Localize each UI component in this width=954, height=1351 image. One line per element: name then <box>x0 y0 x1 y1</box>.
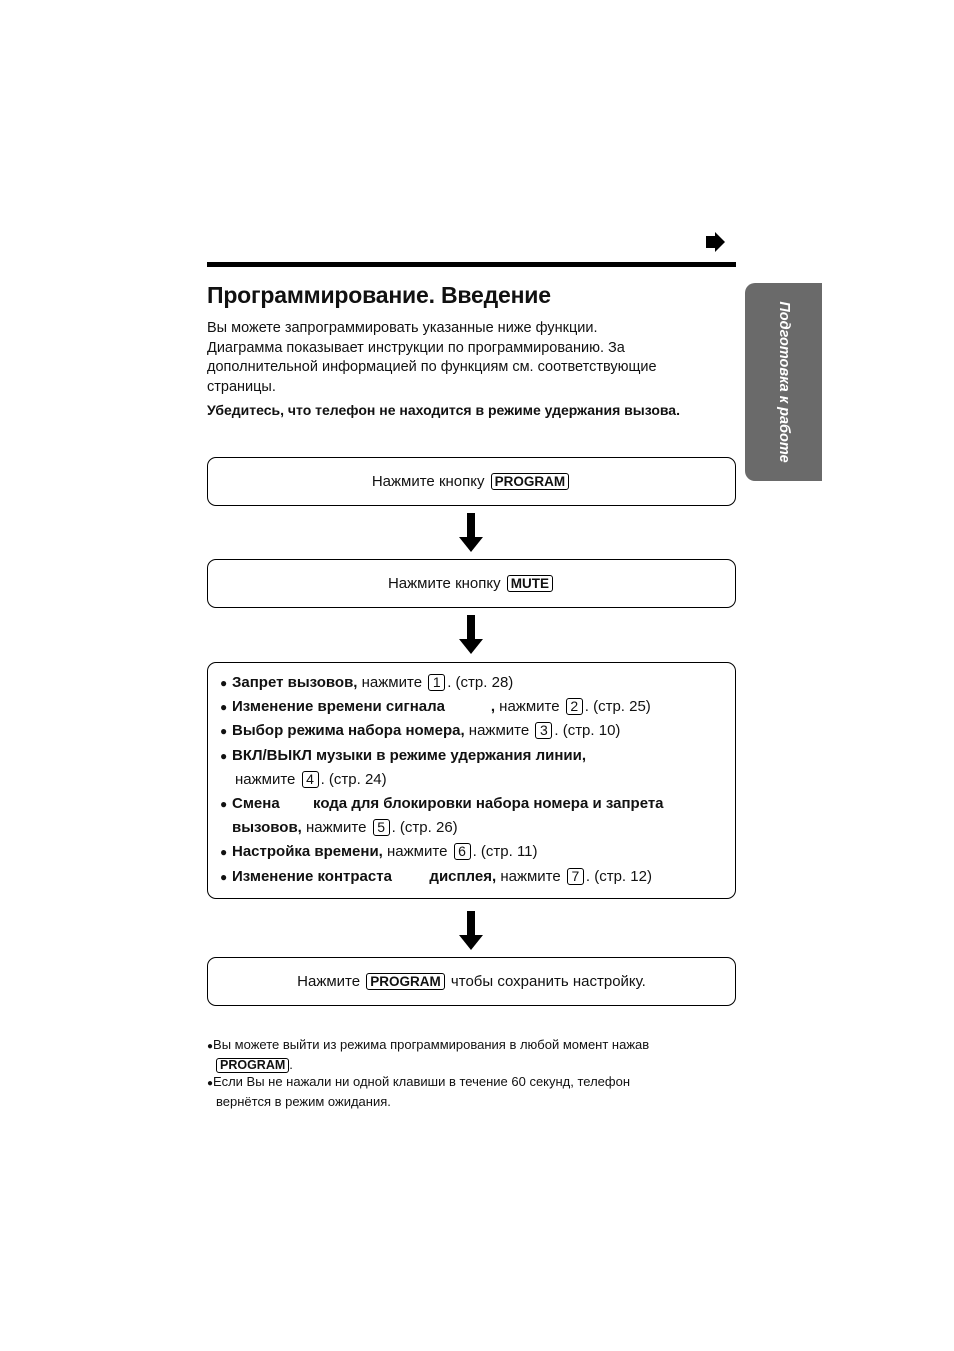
note-item: ●Если Вы не нажали ни одной клавиши в течение 60 секунд, телефон <box>207 1074 631 1089</box>
option-item: ● Изменение контраста дисплея, нажмите 7 . (стр. 12) <box>220 867 652 885</box>
arrow-down-icon <box>457 615 485 654</box>
side-tab-label: Подготовка к работе <box>775 301 792 463</box>
option-item: ● Выбор режима набора номера, нажмите 3 . (стр. 10) <box>220 722 621 740</box>
option-press: нажмите <box>495 698 564 716</box>
arrow-down-icon <box>457 911 485 950</box>
flow-step-mute <box>207 559 736 608</box>
flow-step-save <box>207 957 736 1006</box>
key-1: 1 <box>428 674 445 691</box>
step-text: Нажмите кнопку <box>371 473 485 490</box>
key-6: 6 <box>454 843 471 860</box>
option-ref: . (стр. 28) <box>447 674 514 691</box>
key-7: 7 <box>567 868 584 885</box>
option-label: Смена кода для блокировки набора номера и запрета <box>232 795 664 813</box>
option-item: ● Смена кода для блокировки набора номера и запрета <box>220 795 664 813</box>
key-3: 3 <box>535 722 552 739</box>
notes <box>207 1036 737 1110</box>
intro-line: Диаграмма показывает инструкции по программированию. За <box>207 339 625 356</box>
mute-key: MUTE <box>507 575 553 592</box>
option-press: нажмите <box>496 867 565 885</box>
arrow-down-icon <box>457 513 485 552</box>
note-item: ●Вы можете выйти из режима программирования в любой момент нажав <box>207 1037 650 1052</box>
note-text: Вы можете выйти из режима программирования в любой момент нажав <box>213 1037 650 1052</box>
arrow-right-icon <box>706 232 726 252</box>
option-item-continued <box>220 816 725 840</box>
option-item: ● ВКЛ/ВЫКЛ музыки в режиме удержания линии, <box>220 746 586 764</box>
note-item-continued <box>207 1056 737 1074</box>
option-label: Выбор режима набора номера, <box>232 722 465 740</box>
option-press: нажмите <box>235 770 300 788</box>
step-text: Нажмите кнопку <box>387 575 501 592</box>
program-key: PROGRAM <box>491 473 570 490</box>
side-tab <box>745 283 822 481</box>
key-4: 4 <box>302 771 319 788</box>
options-box <box>207 662 736 899</box>
option-ref: . (стр. 12) <box>585 867 652 885</box>
option-ref: . (стр. 24) <box>320 770 387 788</box>
intro-line: дополнительной информацией по функциям см. соответствующие <box>207 359 657 375</box>
key-5: 5 <box>373 819 390 836</box>
options-list <box>208 663 735 889</box>
note-item-continued <box>207 1093 737 1111</box>
note-text: . <box>289 1056 293 1072</box>
note-text: Если Вы не нажали ни одной клавиши в течение 60 секунд, телефон <box>213 1074 631 1089</box>
option-label: Изменение времени сигнала , <box>232 698 496 716</box>
option-label: ВКЛ/ВЫКЛ музыки в режиме удержания линии, <box>232 746 586 764</box>
option-ref: . (стр. 25) <box>584 698 651 716</box>
option-item: ● Настройка времени, нажмите 6 . (стр. 11) <box>220 843 538 861</box>
intro-paragraph <box>207 319 732 397</box>
intro-line: страницы. <box>207 378 276 395</box>
option-item-continued <box>220 768 725 792</box>
option-ref: . (стр. 26) <box>391 819 458 837</box>
header-rule <box>207 262 736 267</box>
option-label: Настройка времени, <box>232 843 383 861</box>
page-title: Программирование. Введение <box>207 282 551 308</box>
option-press: нажмите <box>464 722 534 740</box>
option-label: вызовов, <box>232 819 302 837</box>
option-press: нажмите <box>382 843 452 861</box>
option-item: ● Изменение времени сигнала , нажмите 2 . (стр. 25) <box>220 698 651 716</box>
option-ref: . (стр. 11) <box>472 843 538 861</box>
option-label: Запрет вызовов, <box>232 674 358 691</box>
option-press: нажмите <box>301 819 371 837</box>
intro-line: Вы можете запрограммировать указанные ниже функции. <box>207 320 598 336</box>
step-text: чтобы сохранить настройку. <box>446 973 646 990</box>
step-text: Нажмите <box>297 973 361 990</box>
option-label: Изменение контраста дисплея, <box>232 867 497 885</box>
program-key: PROGRAM <box>216 1058 289 1073</box>
note-text: вернётся в режим ожидания. <box>216 1093 391 1109</box>
flow-step-program <box>207 457 736 506</box>
key-2: 2 <box>566 698 583 715</box>
warning-text: Убедитесь, что телефон не находится в режиме удержания вызова. <box>207 402 680 418</box>
option-item: ● Запрет вызовов, нажмите 1 . (стр. 28) <box>220 674 514 691</box>
option-ref: . (стр. 10) <box>554 722 621 740</box>
program-key: PROGRAM <box>366 973 445 990</box>
option-press: нажмите <box>357 674 427 691</box>
